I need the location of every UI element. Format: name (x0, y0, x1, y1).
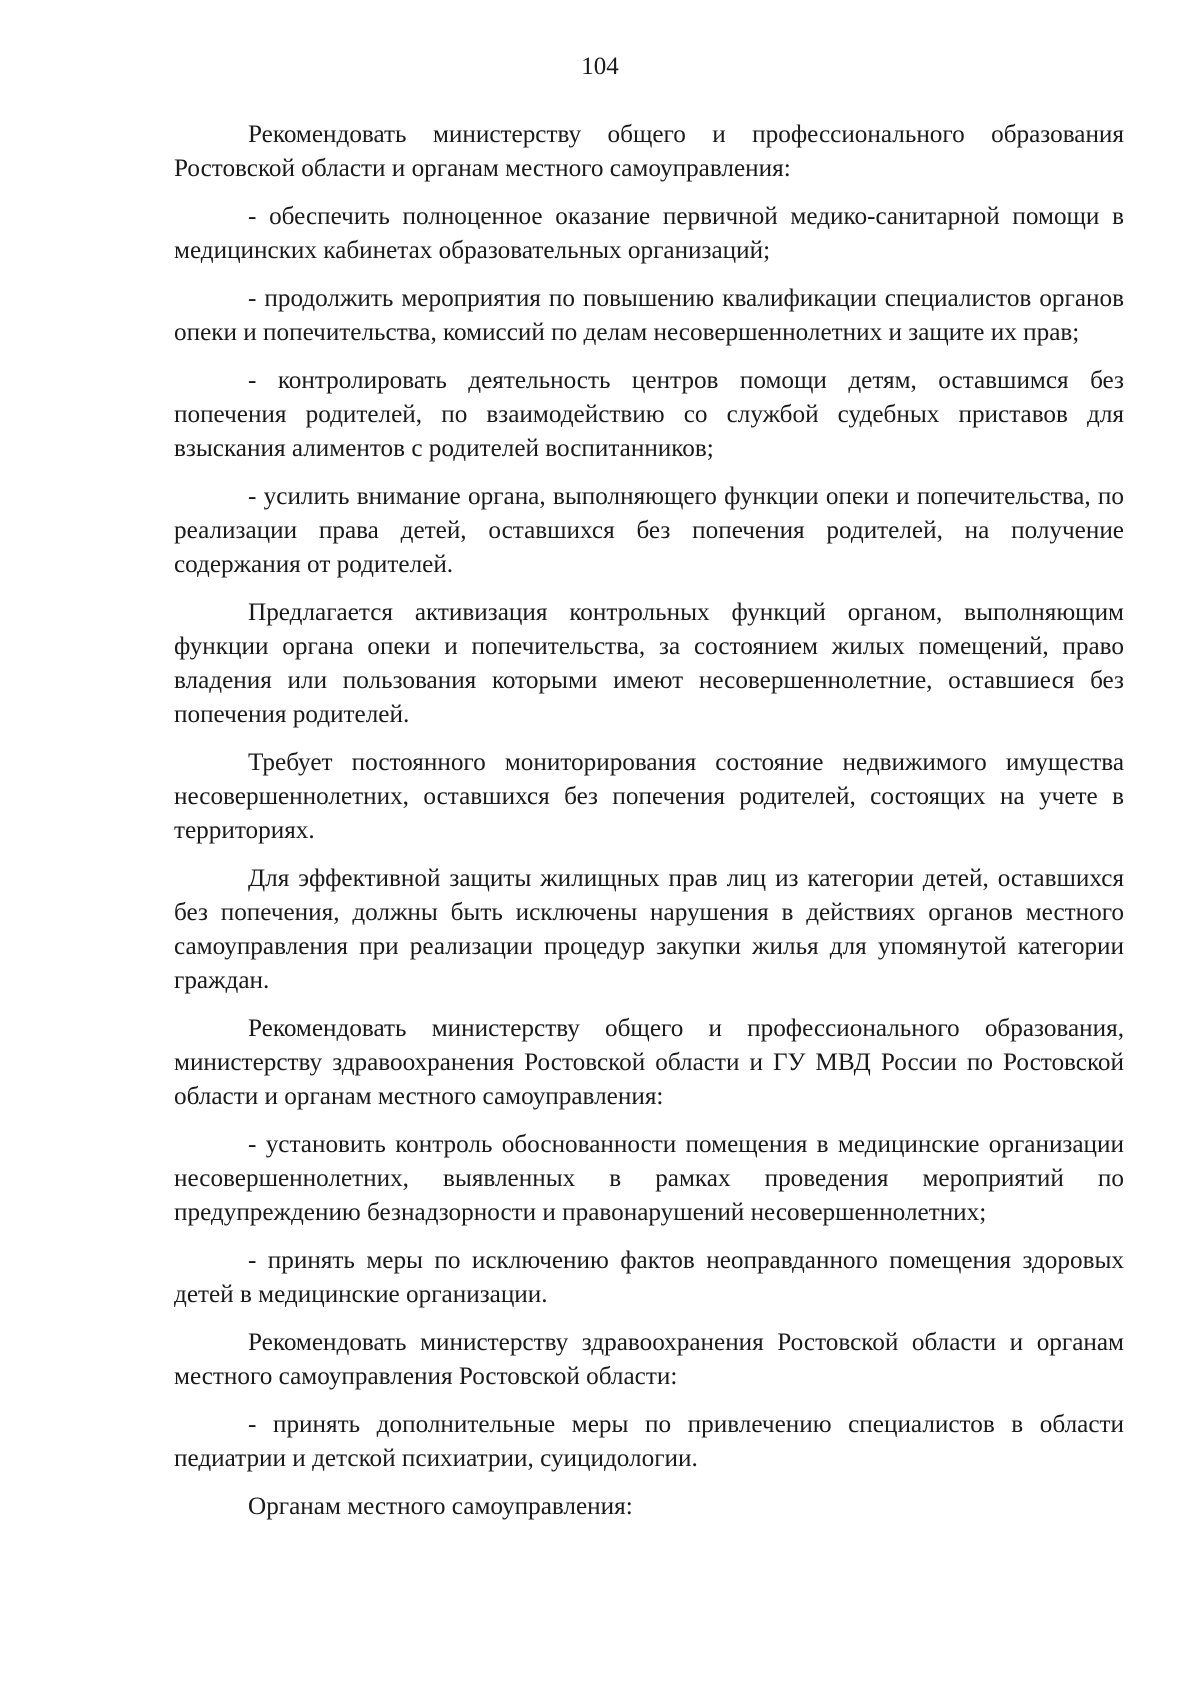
page-number: 104 (581, 53, 619, 80)
list-item: - контролировать деятельность центров помощи детям, оставшимся без попечения родителей, по взаимодействию со службой судебных приставов для взыскания алиментов с родителей воспитанников; (174, 367, 1124, 462)
paragraph: Рекомендовать министерству общего и профессионального образования Ростовской области и органам местного самоуправления: (174, 121, 1124, 182)
document-body (174, 118, 1124, 1538)
list-item: - установить контроль обоснованности помещения в медицинские организации несовершеннолетних, выявленных в рамках проведения мероприятий по предупреждению безнадзорности и правонарушений несовершеннолетних; (174, 1131, 1124, 1226)
paragraph: Органам местного самоуправления: (248, 1493, 633, 1520)
list-item: - обеспечить полноценное оказание первичной медико-санитарной помощи в медицинских кабинетах образовательных организаций; (174, 203, 1124, 264)
list-item: - усилить внимание органа, выполняющего функции опеки и попечительства, по реализации права детей, оставшихся без попечения родителей, на получение содержания от родителей. (174, 483, 1124, 578)
paragraph: Рекомендовать министерству общего и профессионального образования, министерству здравоохранения Ростовской области и ГУ МВД России по Ростовской области и органам местного самоуправления: (174, 1015, 1124, 1110)
list-item: - продолжить мероприятия по повышению квалификации специалистов органов опеки и попечительства, комиссий по делам несовершеннолетних и защите их прав; (174, 285, 1124, 346)
paragraph: Предлагается активизация контрольных функций органом, выполняющим функции органа опеки и попечительства, за состоянием жилых помещений, право владения или пользования которыми имеют несовершеннолетние, оставшиеся без попечения родителей. (174, 599, 1124, 728)
paragraph: Рекомендовать министерству здравоохранения Ростовской области и органам местного самоуправления Ростовской области: (174, 1329, 1124, 1390)
list-item: - принять меры по исключению фактов неоправданного помещения здоровых детей в медицинские организации. (174, 1247, 1124, 1308)
paragraph: Требует постоянного мониторирования состояние недвижимого имущества несовершеннолетних, оставшихся без попечения родителей, состоящих на учете в территориях. (174, 749, 1124, 844)
paragraph: Для эффективной защиты жилищных прав лиц из категории детей, оставшихся без попечения, должны быть исключены нарушения в действиях органов местного самоуправления при реализации процедур закупки жилья для упомянутой категории граждан. (174, 865, 1124, 994)
list-item: - принять дополнительные меры по привлечению специалистов в области педиатрии и детской психиатрии, суицидологии. (174, 1411, 1124, 1472)
